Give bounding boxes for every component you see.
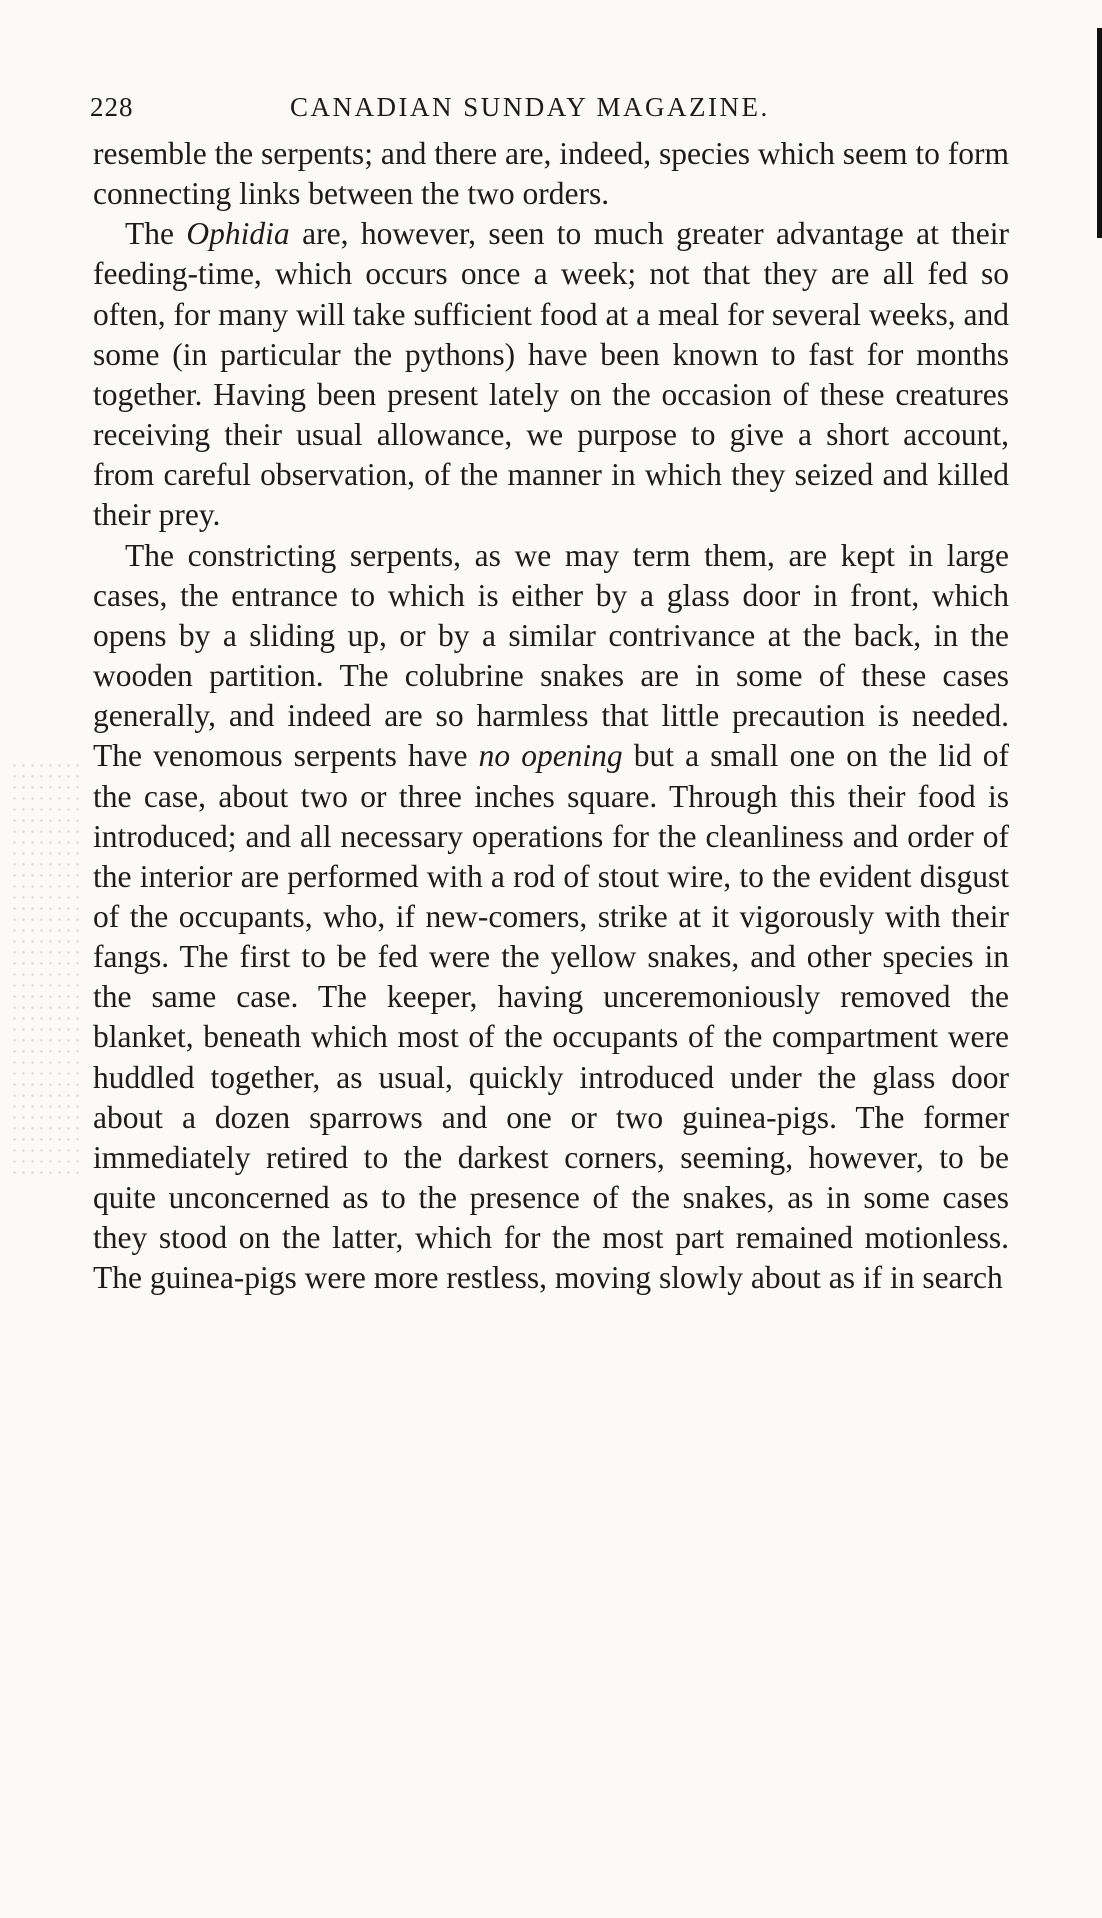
paragraph-3 <box>93 536 1009 1299</box>
page-header <box>90 92 830 132</box>
paragraph-1 <box>93 134 1009 214</box>
paragraph-3-lead: The constricting serpents, as we may term them, are kept in large cases, the entrance to which is either by a glass door in front, which opens by a sliding up, or by a similar contrivance at the back, in the wooden partition. The colubrine snakes are in some of these cases generally, and indeed are so harmless that little precaution is needed. The venomous serpents have <box>93 537 1009 774</box>
page-edge-rule <box>1097 28 1102 238</box>
paragraph-3-italic: no opening <box>478 738 623 774</box>
paragraph-2-lead: The <box>125 216 187 252</box>
body-text <box>93 134 1009 1299</box>
paragraph-3-rest: but a small one on the lid of the case, about two or three inches square. Through this their food is introduced; and all necessary operations for the cleanliness and order of the interior are performed with a rod of stout wire, to the evident disgust of the occupants, who, if new-comers, strike at it vigorously with their fangs. The first to be fed were the yellow snakes, and other species in the same case. The keeper, having unceremoniously removed the blanket, beneath which most of the occupants of the compartment were huddled together, as usual, quickly introduced under the glass door about a dozen sparrows and one or two guinea-pigs. The former immediately retired to the darkest corners, seeming, however, to be quite unconcerned as to the presence of the snakes, as in some cases they stood on the latter, which for the most part remained motionless. The guinea-pigs were more restless, moving slowly about as if in search <box>93 738 1009 1296</box>
print-speckle <box>10 760 80 1180</box>
paragraph-1-text: resemble the serpents; and there are, indeed, species which seem to form connecting links between the two orders. <box>93 136 1009 212</box>
running-head: CANADIAN SUNDAY MAGAZINE. <box>290 92 770 122</box>
paragraph-2-rest: are, however, seen to much greater advantage at their feeding-time, which occurs once a week; not that they are all fed so often, for many will take sufficient food at a meal for several weeks, and some (in particular the pythons) have been known to fast for months together. Having been present lately on the occasion of these creatures receiving their usual allowance, we purpose to give a short account, from careful observation, of the manner in which they seized and killed their prey. <box>93 216 1010 533</box>
page-number: 228 <box>90 92 134 122</box>
paragraph-2-italic: Ophidia <box>186 216 290 252</box>
paragraph-2 <box>93 214 1009 535</box>
